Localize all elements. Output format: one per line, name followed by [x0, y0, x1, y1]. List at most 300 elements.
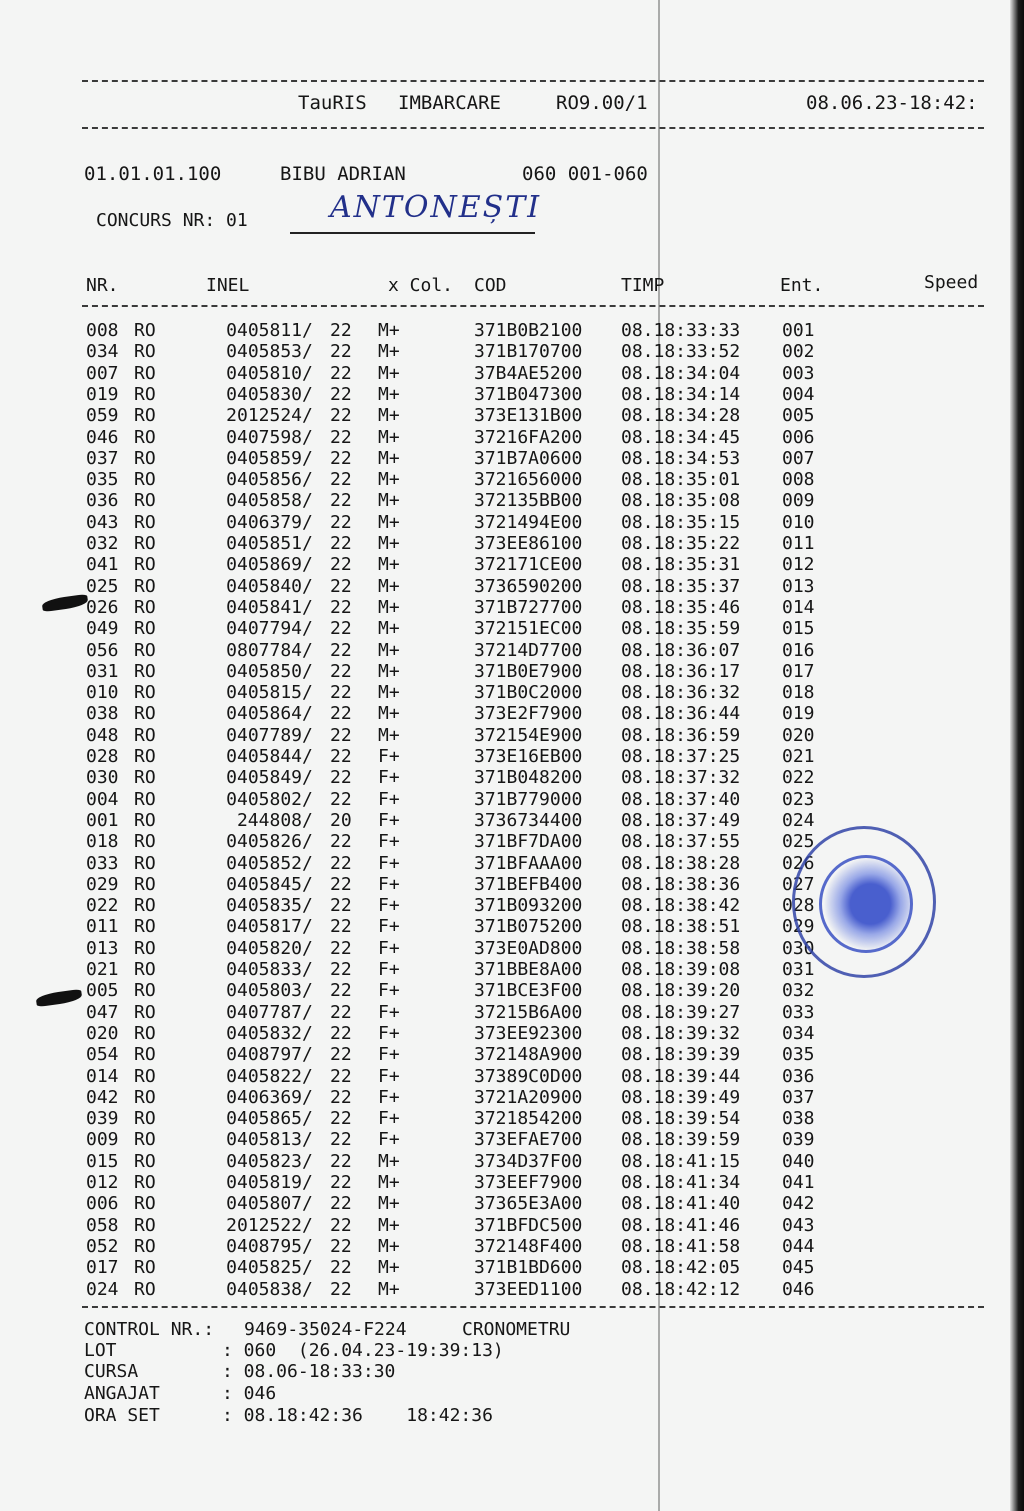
- chip-code: 371B7A0600: [474, 447, 583, 469]
- entry-order: 016: [782, 639, 815, 661]
- arrival-time: 08.18:41:58: [621, 1235, 741, 1257]
- row-number: 028: [86, 746, 119, 767]
- ring-year: 20: [330, 809, 352, 831]
- entry-order: 033: [782, 1001, 815, 1023]
- ring-separator: /: [302, 575, 313, 597]
- ring-year: 22: [330, 639, 352, 661]
- sex-flag: F+: [378, 1086, 400, 1108]
- arrival-time: 08.18:37:32: [621, 767, 741, 789]
- footer-divider: [82, 1306, 984, 1308]
- ring-number: 0408797: [226, 1044, 302, 1066]
- table-row: [0, 469, 1024, 490]
- ring-number: 244808: [236, 809, 302, 831]
- row-number: 032: [86, 533, 119, 554]
- ring-separator: /: [302, 1214, 313, 1236]
- ring-year: 22: [330, 767, 352, 789]
- ring-separator: /: [302, 852, 313, 874]
- country-code: RO: [134, 596, 156, 618]
- row-number: 008: [86, 320, 119, 341]
- table-row: [0, 363, 1024, 384]
- chip-code: 3721A20900: [474, 1086, 583, 1108]
- table-row: [0, 427, 1024, 448]
- row-number: 038: [86, 703, 119, 725]
- contest-label: CONCURS NR: 01: [96, 210, 248, 231]
- row-number: 046: [86, 426, 119, 448]
- entry-order: 031: [782, 959, 815, 980]
- ring-number: 0405845: [226, 873, 302, 895]
- sex-flag: M+: [378, 511, 400, 533]
- row-number: 024: [86, 1278, 119, 1300]
- sex-flag: F+: [378, 1129, 400, 1151]
- table-row: [0, 1023, 1024, 1044]
- row-number: 009: [86, 1129, 119, 1151]
- entry-order: 029: [782, 916, 815, 938]
- sex-flag: M+: [378, 1172, 400, 1193]
- chip-code: 373E16EB00: [474, 746, 583, 767]
- ring-number: 0405832: [226, 1022, 302, 1044]
- ring-year: 22: [330, 426, 352, 448]
- sex-flag: F+: [378, 767, 400, 789]
- ring-number: 0405853: [226, 341, 302, 363]
- ring-year: 22: [330, 980, 352, 1002]
- arrival-time: 08.18:37:40: [621, 788, 741, 810]
- table-row: [0, 682, 1024, 703]
- entry-order: 044: [782, 1235, 815, 1257]
- ring-year: 22: [330, 1065, 352, 1087]
- entry-order: 026: [782, 852, 815, 874]
- ring-number: 0407789: [226, 724, 302, 746]
- ring-number: 0405817: [226, 916, 302, 938]
- ring-number: 0405858: [226, 490, 302, 512]
- ring-year: 22: [330, 1150, 352, 1172]
- sex-flag: F+: [378, 852, 400, 874]
- arrival-time: 08.18:38:58: [621, 937, 741, 959]
- angajat-value: : 046: [222, 1383, 277, 1404]
- ring-separator: /: [302, 533, 313, 554]
- ring-separator: /: [302, 320, 313, 341]
- entry-order: 011: [782, 533, 815, 554]
- entry-order: 022: [782, 767, 815, 789]
- arrival-time: 08.18:34:53: [621, 447, 741, 469]
- entry-order: 003: [782, 362, 815, 384]
- arrival-time: 08.18:36:59: [621, 724, 741, 746]
- ring-separator: /: [302, 447, 313, 469]
- ring-number: 2012524: [226, 405, 302, 427]
- chip-code: 372148A900: [474, 1044, 583, 1066]
- entry-order: 041: [782, 1172, 815, 1193]
- ring-number: 0405869: [226, 554, 302, 576]
- chip-code: 37B4AE5200: [474, 362, 583, 384]
- row-number: 026: [86, 596, 119, 618]
- ring-number: 0405850: [226, 660, 302, 682]
- ring-separator: /: [302, 895, 313, 917]
- chip-code: 3736734400: [474, 809, 583, 831]
- country-code: RO: [134, 1065, 156, 1087]
- entry-order: 010: [782, 511, 815, 533]
- table-row: [0, 640, 1024, 661]
- chip-code: 371B0E7900: [474, 660, 583, 682]
- country-code: RO: [134, 533, 156, 554]
- ring-year: 22: [330, 1193, 352, 1215]
- entry-order: 020: [782, 724, 815, 746]
- country-code: RO: [134, 959, 156, 980]
- table-row: [0, 1002, 1024, 1023]
- ring-number: 0405835: [226, 895, 302, 917]
- arrival-time: 08.18:35:59: [621, 618, 741, 640]
- lot-label: LOT: [84, 1340, 117, 1361]
- ring-number: 0405840: [226, 575, 302, 597]
- chip-code: 3721656000: [474, 469, 583, 491]
- sex-flag: M+: [378, 426, 400, 448]
- arrival-time: 08.18:37:55: [621, 831, 741, 853]
- control-value: 9469-35024-F224: [244, 1319, 407, 1340]
- fancier-name: BIBU ADRIAN: [280, 163, 406, 185]
- row-number: 034: [86, 341, 119, 363]
- ring-separator: /: [302, 1108, 313, 1130]
- ring-separator: /: [302, 639, 313, 661]
- arrival-time: 08.18:41:34: [621, 1172, 741, 1193]
- row-number: 025: [86, 575, 119, 597]
- table-row: [0, 1151, 1024, 1172]
- ring-separator: /: [302, 490, 313, 512]
- country-code: RO: [134, 1172, 156, 1193]
- sex-flag: F+: [378, 1108, 400, 1130]
- arrival-time: 08.18:41:40: [621, 1193, 741, 1215]
- row-number: 005: [86, 980, 119, 1002]
- table-row: [0, 746, 1024, 767]
- ring-year: 22: [330, 1022, 352, 1044]
- country-code: RO: [134, 554, 156, 576]
- ring-year: 22: [330, 937, 352, 959]
- country-code: RO: [134, 1278, 156, 1300]
- arrival-time: 08.18:34:45: [621, 426, 741, 448]
- row-number: 012: [86, 1172, 119, 1193]
- chip-code: 371B1BD600: [474, 1257, 583, 1279]
- col-header-inel: INEL: [206, 275, 250, 296]
- entry-order: 032: [782, 980, 815, 1002]
- chip-code: 371B093200: [474, 895, 583, 917]
- country-code: RO: [134, 916, 156, 938]
- entry-order: 005: [782, 405, 815, 427]
- stamp-emblem: [819, 855, 913, 953]
- country-code: RO: [134, 341, 156, 363]
- ring-number: 0405852: [226, 852, 302, 874]
- sex-flag: F+: [378, 1044, 400, 1066]
- country-code: RO: [134, 469, 156, 491]
- row-number: 052: [86, 1235, 119, 1257]
- chip-code: 372154E900: [474, 724, 583, 746]
- ring-separator: /: [302, 1193, 313, 1215]
- sex-flag: M+: [378, 383, 400, 405]
- table-row: [0, 512, 1024, 533]
- ring-number: 0405830: [226, 383, 302, 405]
- ring-separator: /: [302, 383, 313, 405]
- federation-stamp: [792, 826, 936, 978]
- sex-flag: M+: [378, 639, 400, 661]
- sex-flag: F+: [378, 1001, 400, 1023]
- arrival-time: 08.18:35:37: [621, 575, 741, 597]
- ring-separator: /: [302, 788, 313, 810]
- chip-code: 371B047300: [474, 383, 583, 405]
- country-code: RO: [134, 1022, 156, 1044]
- country-code: RO: [134, 1235, 156, 1257]
- ring-year: 22: [330, 1214, 352, 1236]
- country-code: RO: [134, 1214, 156, 1236]
- sex-flag: F+: [378, 980, 400, 1002]
- table-row: [0, 1044, 1024, 1065]
- sex-flag: M+: [378, 469, 400, 491]
- row-number: 033: [86, 852, 119, 874]
- country-code: RO: [134, 767, 156, 789]
- arrival-time: 08.18:35:46: [621, 596, 741, 618]
- ring-number: 0405822: [226, 1065, 302, 1087]
- sex-flag: M+: [378, 341, 400, 363]
- ring-separator: /: [302, 682, 313, 704]
- entry-order: 043: [782, 1214, 815, 1236]
- chip-code: 371B0C2000: [474, 682, 583, 704]
- arrival-time: 08.18:35:08: [621, 490, 741, 512]
- country-code: RO: [134, 724, 156, 746]
- ring-number: 0405811: [226, 320, 302, 341]
- table-row: [0, 1257, 1024, 1278]
- ring-separator: /: [302, 511, 313, 533]
- chip-code: 371BEFB400: [474, 873, 583, 895]
- ring-year: 22: [330, 916, 352, 938]
- country-code: RO: [134, 873, 156, 895]
- arrival-time: 08.18:39:39: [621, 1044, 741, 1066]
- ring-year: 22: [330, 873, 352, 895]
- chip-code: 371B075200: [474, 916, 583, 938]
- table-row: [0, 576, 1024, 597]
- entry-order: 028: [782, 895, 815, 917]
- ring-year: 22: [330, 1108, 352, 1130]
- arrival-time: 08.18:41:15: [621, 1150, 741, 1172]
- arrival-time: 08.18:34:04: [621, 362, 741, 384]
- table-row: [0, 1087, 1024, 1108]
- ring-number: 0405864: [226, 703, 302, 725]
- chip-code: 37214D7700: [474, 639, 583, 661]
- table-row: [0, 533, 1024, 554]
- entry-order: 018: [782, 682, 815, 704]
- ring-separator: /: [302, 959, 313, 980]
- sex-flag: F+: [378, 916, 400, 938]
- ring-year: 22: [330, 341, 352, 363]
- arrival-time: 08.18:37:25: [621, 746, 741, 767]
- sex-flag: M+: [378, 618, 400, 640]
- arrival-time: 08.18:39:20: [621, 980, 741, 1002]
- arrival-time: 08.18:34:28: [621, 405, 741, 427]
- chip-code: 372171CE00: [474, 554, 583, 576]
- table-row: [0, 490, 1024, 511]
- row-number: 017: [86, 1257, 119, 1279]
- ring-year: 22: [330, 447, 352, 469]
- sex-flag: M+: [378, 320, 400, 341]
- ring-separator: /: [302, 618, 313, 640]
- row-number: 042: [86, 1086, 119, 1108]
- sex-flag: M+: [378, 1235, 400, 1257]
- entry-order: 046: [782, 1278, 815, 1300]
- ring-number: 0405865: [226, 1108, 302, 1130]
- arrival-time: 08.18:35:22: [621, 533, 741, 554]
- arrival-time: 08.18:39:08: [621, 959, 741, 980]
- row-number: 007: [86, 362, 119, 384]
- sex-flag: M+: [378, 490, 400, 512]
- country-code: RO: [134, 1129, 156, 1151]
- table-row: [0, 767, 1024, 788]
- ring-year: 22: [330, 1001, 352, 1023]
- country-code: RO: [134, 405, 156, 427]
- cursa-label: CURSA: [84, 1361, 139, 1382]
- sex-flag: F+: [378, 809, 400, 831]
- ring-separator: /: [302, 916, 313, 938]
- lot-value: : 060 (26.04.23-19:39:13): [222, 1340, 504, 1361]
- ring-separator: /: [302, 1129, 313, 1151]
- arrival-time: 08.18:33:33: [621, 320, 741, 341]
- country-code: RO: [134, 1193, 156, 1215]
- sex-flag: M+: [378, 1257, 400, 1279]
- country-code: RO: [134, 1001, 156, 1023]
- country-code: RO: [134, 426, 156, 448]
- chip-code: 371BCE3F00: [474, 980, 583, 1002]
- col-header-timp: TIMP: [621, 275, 665, 296]
- row-number: 019: [86, 383, 119, 405]
- chip-code: 373EE86100: [474, 533, 583, 554]
- ring-year: 22: [330, 660, 352, 682]
- arrival-time: 08.18:34:14: [621, 383, 741, 405]
- ring-number: 0405807: [226, 1193, 302, 1215]
- ring-number: 0405838: [226, 1278, 302, 1300]
- handwritten-place: ANTONEȘTI: [330, 190, 542, 225]
- country-code: RO: [134, 682, 156, 704]
- ring-number: 0405841: [226, 596, 302, 618]
- row-number: 043: [86, 511, 119, 533]
- country-code: RO: [134, 703, 156, 725]
- table-row: [0, 1193, 1024, 1214]
- ring-separator: /: [302, 873, 313, 895]
- top-divider: [82, 80, 984, 82]
- chip-code: 3736590200: [474, 575, 583, 597]
- ring-year: 22: [330, 1172, 352, 1193]
- ring-separator: /: [302, 1278, 313, 1300]
- sex-flag: M+: [378, 660, 400, 682]
- sex-flag: F+: [378, 1065, 400, 1087]
- chip-code: 373E131B00: [474, 405, 583, 427]
- entry-order: 007: [782, 447, 815, 469]
- arrival-time: 08.18:38:51: [621, 916, 741, 938]
- country-code: RO: [134, 1257, 156, 1279]
- chip-code: 371BF7DA00: [474, 831, 583, 853]
- arrival-time: 08.18:41:46: [621, 1214, 741, 1236]
- entry-order: 006: [782, 426, 815, 448]
- entry-order: 014: [782, 596, 815, 618]
- country-code: RO: [134, 746, 156, 767]
- ring-number: 0405849: [226, 767, 302, 789]
- ring-range: 060 001-060: [522, 163, 648, 185]
- sex-flag: F+: [378, 895, 400, 917]
- ring-number: 0405820: [226, 937, 302, 959]
- country-code: RO: [134, 1108, 156, 1130]
- ring-separator: /: [302, 660, 313, 682]
- row-number: 015: [86, 1150, 119, 1172]
- device-label: CRONOMETRU: [462, 1319, 571, 1340]
- row-number: 006: [86, 1193, 119, 1215]
- arrival-time: 08.18:39:44: [621, 1065, 741, 1087]
- ring-number: 0405825: [226, 1257, 302, 1279]
- country-code: RO: [134, 511, 156, 533]
- arrival-time: 08.18:38:42: [621, 895, 741, 917]
- chip-code: 37216FA200: [474, 426, 583, 448]
- arrival-time: 08.18:35:01: [621, 469, 741, 491]
- arrival-time: 08.18:39:32: [621, 1022, 741, 1044]
- table-row: [0, 554, 1024, 575]
- ring-number: 0405810: [226, 362, 302, 384]
- table-row: [0, 1236, 1024, 1257]
- table-row: [0, 405, 1024, 426]
- col-header-col: x Col.: [388, 275, 454, 296]
- ring-year: 22: [330, 1235, 352, 1257]
- entry-order: 001: [782, 320, 815, 341]
- ring-number: 2012522: [226, 1214, 302, 1236]
- ring-number: 0405803: [226, 980, 302, 1002]
- sex-flag: M+: [378, 575, 400, 597]
- chip-code: 3734D37F00: [474, 1150, 583, 1172]
- row-number: 049: [86, 618, 119, 640]
- sex-flag: F+: [378, 831, 400, 853]
- row-number: 001: [86, 809, 119, 831]
- table-row: [0, 1215, 1024, 1236]
- ring-year: 22: [330, 724, 352, 746]
- ring-number: 0407598: [226, 426, 302, 448]
- sex-flag: F+: [378, 873, 400, 895]
- sex-flag: F+: [378, 937, 400, 959]
- sex-flag: M+: [378, 724, 400, 746]
- row-number: 059: [86, 405, 119, 427]
- ring-number: 0407787: [226, 1001, 302, 1023]
- arrival-time: 08.18:36:07: [621, 639, 741, 661]
- ring-year: 22: [330, 1044, 352, 1066]
- ring-year: 22: [330, 788, 352, 810]
- entry-order: 002: [782, 341, 815, 363]
- row-number: 047: [86, 1001, 119, 1023]
- ring-separator: /: [302, 596, 313, 618]
- ring-year: 22: [330, 746, 352, 767]
- chip-code: 371B0B2100: [474, 320, 583, 341]
- entry-order: 030: [782, 937, 815, 959]
- arrival-time: 08.18:36:32: [621, 682, 741, 704]
- arrival-time: 08.18:35:15: [621, 511, 741, 533]
- ring-number: 0408795: [226, 1235, 302, 1257]
- country-code: RO: [134, 1044, 156, 1066]
- ring-number: 0405856: [226, 469, 302, 491]
- row-number: 020: [86, 1022, 119, 1044]
- chip-code: 3721494E00: [474, 511, 583, 533]
- country-code: RO: [134, 1086, 156, 1108]
- table-row: [0, 1279, 1024, 1300]
- ring-year: 22: [330, 1086, 352, 1108]
- ring-year: 22: [330, 511, 352, 533]
- ring-number: 0405859: [226, 447, 302, 469]
- entry-order: 009: [782, 490, 815, 512]
- table-row: [0, 1066, 1024, 1087]
- chip-code: 373E0AD800: [474, 937, 583, 959]
- ring-separator: /: [302, 937, 313, 959]
- col-header-speed: Speed: [924, 272, 979, 293]
- col-header-ent: Ent.: [780, 275, 824, 296]
- ring-separator: /: [302, 809, 313, 831]
- ring-number: 0405813: [226, 1129, 302, 1151]
- country-code: RO: [134, 490, 156, 512]
- entry-order: 039: [782, 1129, 815, 1151]
